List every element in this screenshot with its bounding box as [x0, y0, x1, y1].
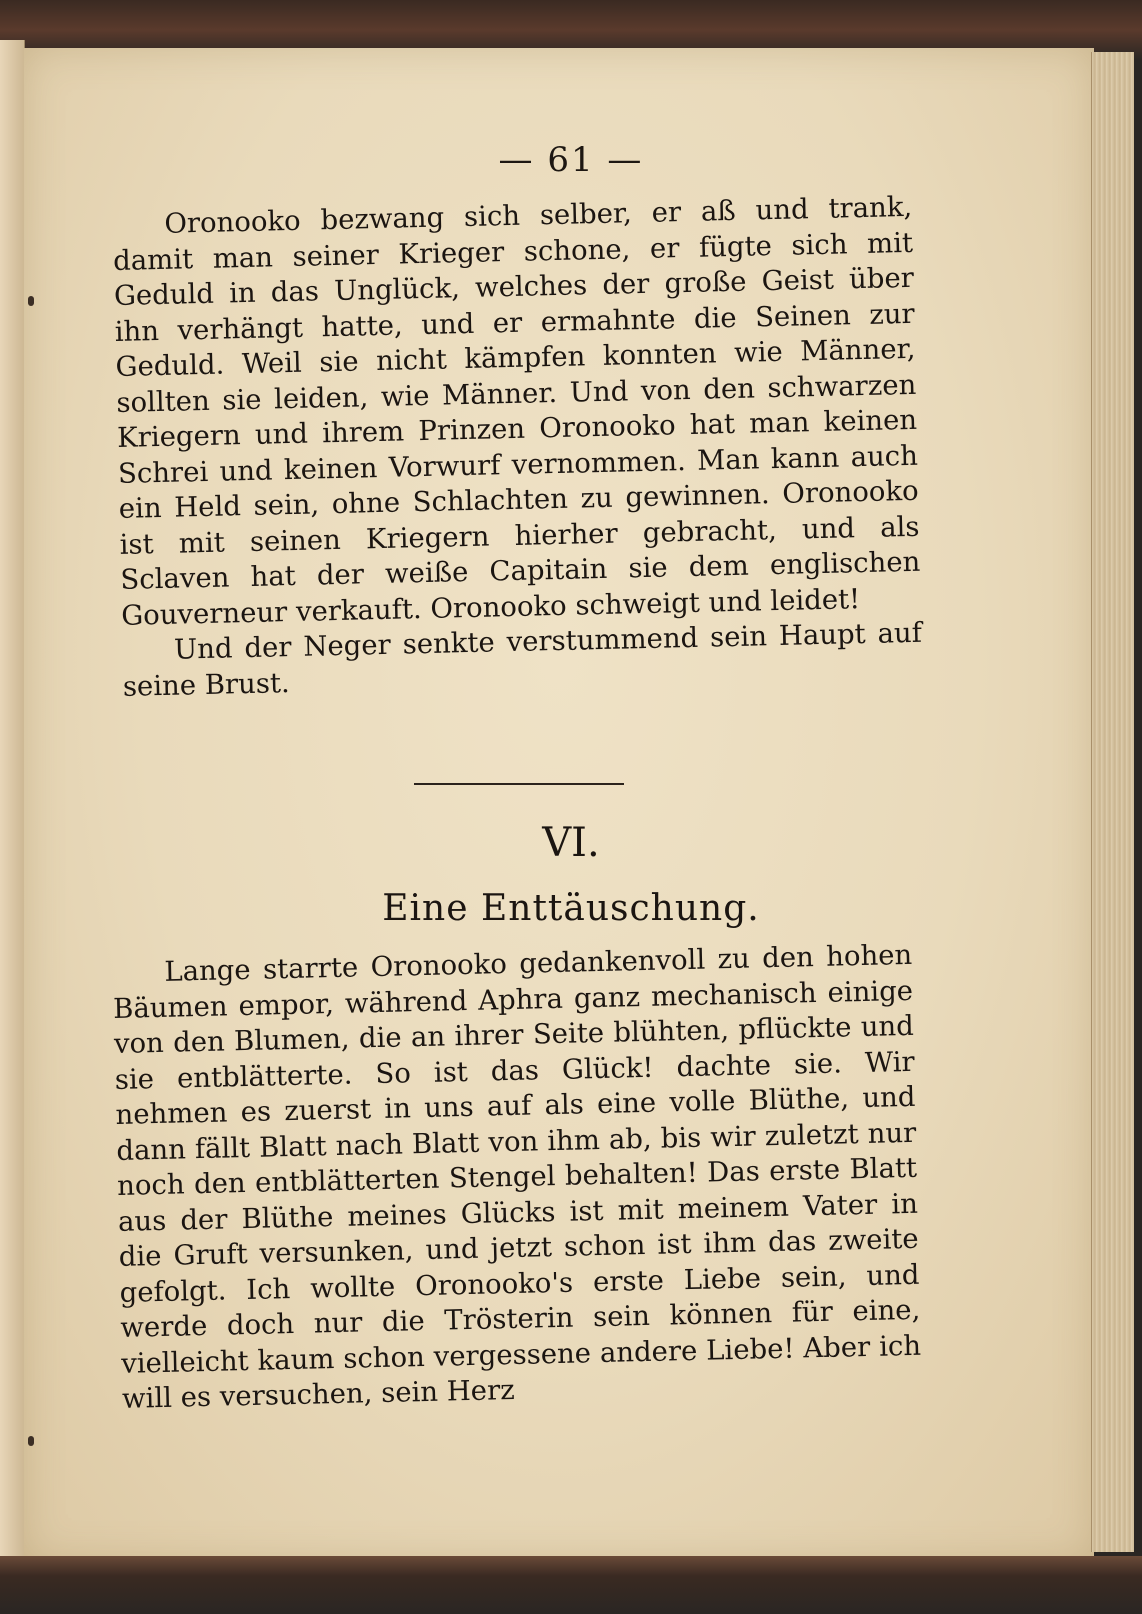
paragraph: Oronooko bezwang sich selber, er aß und trank, damit man seiner Krieger schone, er fügte sich mit Geduld in das Unglück, welches der große Geist über ihn verhängt hatte, und er ermahnte die Seinen zur Geduld. Weil sie nicht kämpfen konnten wie Männer, sollten sie leiden, wie Männer. Und von den schwarzen Kriegern und ihrem Prinzen Oronooko hat man keinen Schrei und keinen Vorwurf vernommen. Man kann auch ein Held sein, ohne Schlachten zu gewinnen. Oronooko ist mit seinen Kriegern hierher gebracht, und als Sclaven hat der weiße Capitain sie dem englischen Gouverneur verkauft. Oronooko schweigt und leidet!: [112, 190, 921, 632]
page-number: — 61 —: [498, 140, 644, 180]
margin-mark: [28, 1436, 34, 1446]
book-bottom-edge: [0, 1556, 1142, 1614]
chapter-number: VI.: [542, 820, 600, 866]
left-page-edge: [0, 40, 25, 1580]
margin-mark: [28, 296, 34, 306]
paragraph: Und der Neger senkte verstummend sein Haupt auf seine Brust.: [122, 616, 923, 703]
chapter-title: Eine Enttäuschung.: [382, 888, 760, 929]
paragraph: Lange starrte Oronooko gedankenvoll zu den hohen Bäumen empor, während Aphra ganz mechanisch einige von den Blumen, die an ihrer Seite blühten, pflückte und sie entblätterte. So ist das Glück! dachte sie. Wir nehmen es zuerst in uns auf als eine volle Blüthe, und dann fällt Blatt nach Blatt von ihm ab, bis wir zuletzt nur noch den entblätterten Stengel behalten! Das erste Blatt aus der Blüthe meines Glücks ist mit meinem Vater in die Gruft versunken, und jetzt schon ist ihm das zweite gefolgt. Ich wollte Oronooko's erste Liebe sein, und werde doch nur die Trösterin sein können für eine, vielleicht kaum schon vergessene andere Liebe! Aber ich will es versuchen, sein Herz: [112, 938, 922, 1415]
section-text-top: [112, 190, 923, 705]
page-stack-edge: [1091, 52, 1134, 1552]
section-text-bottom: [112, 938, 922, 1418]
section-divider: [414, 783, 624, 785]
